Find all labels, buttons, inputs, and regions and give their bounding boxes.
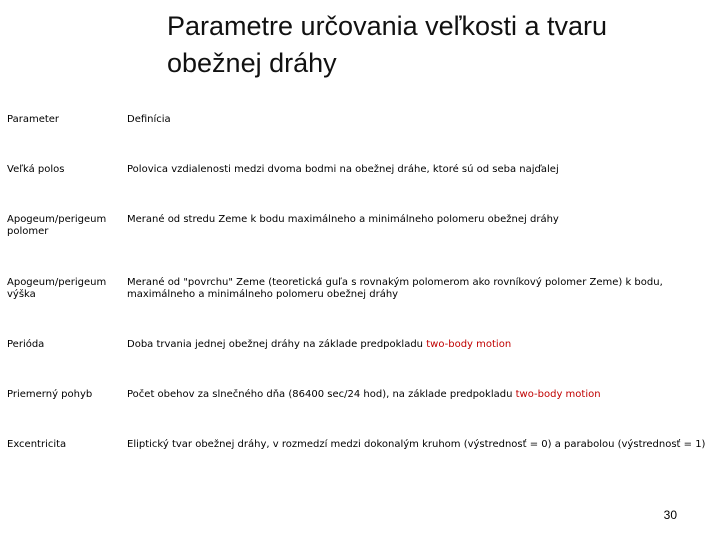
row-definition: Merané od stredu Zeme k bodu maximálneho a minimálneho polomeru obežnej dráhy <box>127 214 559 225</box>
header-definition: Definícia <box>127 114 171 125</box>
row-param: Perióda <box>7 339 45 350</box>
row-definition: Polovica vzdialenosti medzi dvoma bodmi na obežnej dráhe, ktoré sú od seba najďalej <box>127 164 559 175</box>
row-param: Veľká polos <box>7 164 65 175</box>
row-definition: Počet obehov za slnečného dňa (86400 sec/24 hod), na základe predpokladu <box>127 389 513 400</box>
row-accent: two-body motion <box>515 389 601 400</box>
row-definition: Doba trvania jednej obežnej dráhy na základe predpokladu <box>127 339 424 350</box>
row-param: Apogeum/perigeum výška <box>7 277 107 300</box>
header-parameter: Parameter <box>7 114 60 125</box>
row-definition: Merané od "povrchu" Zeme (teoretická guľa s rovnakým polomerom ako rovníkový polomer Zeme) k bodu, maximálneho a minimálneho polomeru obežnej dráhy <box>127 277 663 300</box>
page-number: 30 <box>663 508 677 522</box>
row-definition: Eliptický tvar obežnej dráhy, v rozmedzí medzi dokonalým kruhom (výstrednosť = 0) a parabolou (výstrednosť = 1) <box>127 439 706 450</box>
row-param: Priemerný pohyb <box>7 389 93 400</box>
row-param: Apogeum/perigeum polomer <box>7 214 107 237</box>
slide-title: Parametre určovania veľkosti a tvaru obežnej dráhy <box>167 11 608 78</box>
row-definition-wrap <box>127 339 707 351</box>
row-accent: two-body motion <box>426 339 512 350</box>
row-param: Excentricita <box>7 439 67 450</box>
row-definition-wrap <box>127 389 707 401</box>
